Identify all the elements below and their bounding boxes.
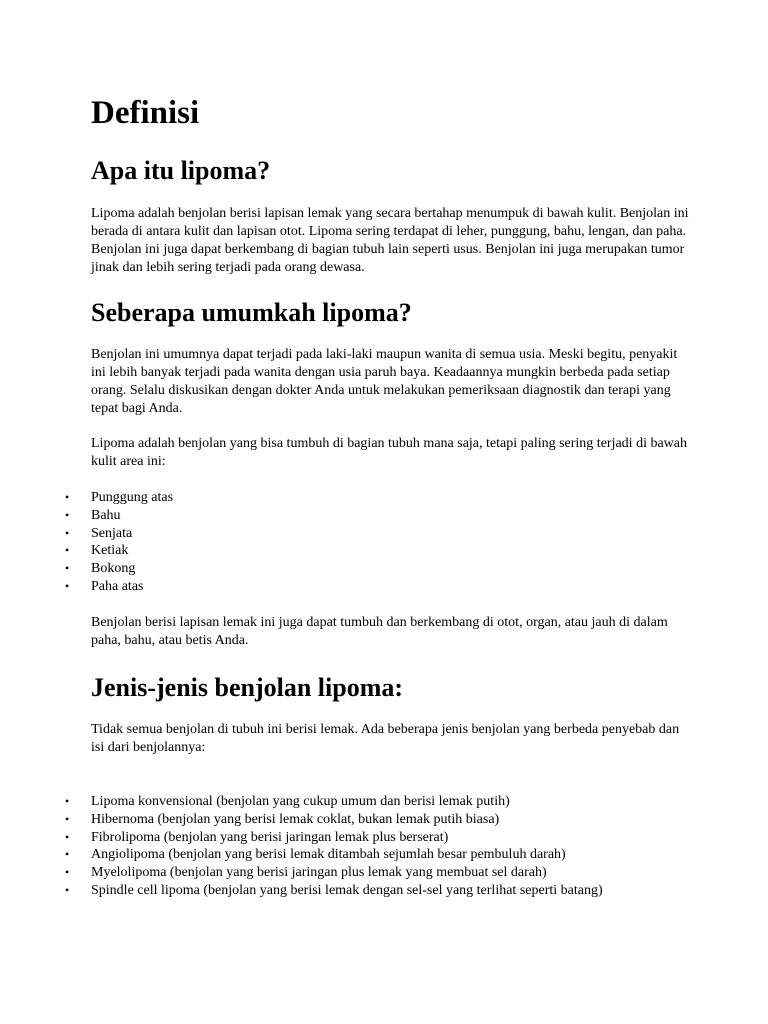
- bullet-icon: •: [65, 811, 70, 826]
- bullet-icon: •: [65, 561, 70, 576]
- paragraph-definition: Lipoma adalah benjolan berisi lapisan lemak yang secara bertahap menumpuk di bawah kulit. Benjolan ini berada di antara kulit dan lapisan otot. Lipoma sering terdapat di leher, punggung, bahu, lengan, dan paha. Benjolan ini juga dapat berkembang di bagian tubuh lain seperti usus. Benjolan ini juga merupakan tumor jinak dan lebih sering terjadi pada orang dewasa.: [91, 206, 689, 275]
- bullet-icon: •: [65, 829, 70, 844]
- paragraph-deep-growth: Benjolan berisi lapisan lemak ini juga dapat tumbuh dan berkembang di otot, organ, atau jauh di dalam paha, bahu, atau betis Anda.: [91, 615, 668, 648]
- paragraph-types-intro: Tidak semua benjolan di tubuh ini berisi lemak. Ada beberapa jenis benjolan yang berbeda penyebab dan isi dari benjolannya:: [91, 722, 680, 755]
- body-area-list: [65, 489, 691, 596]
- paragraph-body-areas-intro: Lipoma adalah benjolan yang bisa tumbuh di bagian tubuh mana saja, tetapi paling sering terjadi di bawah kulit area ini:: [91, 436, 687, 469]
- list-item: • Punggung atas: [65, 490, 174, 505]
- list-item: • Lipoma konvensional (benjolan yang cukup umum dan berisi lemak putih): [65, 794, 510, 809]
- list-item: • Myelolipoma (benjolan yang berisi jaringan plus lemak yang membuat sel darah): [65, 865, 547, 881]
- heading-apa-itu-lipoma: Apa itu lipoma?: [91, 156, 271, 185]
- bullet-icon: •: [65, 490, 70, 504]
- bullet-icon: •: [65, 794, 70, 808]
- list-item: • Hibernoma (benjolan yang berisi lemak coklat, bukan lemak putih biasa): [65, 811, 500, 827]
- list-item: • Fibrolipoma (benjolan yang berisi jaringan lemak plus berserat): [65, 829, 449, 845]
- list-item: • Bahu: [65, 507, 121, 523]
- paragraph-prevalence: Benjolan ini umumnya dapat terjadi pada laki-laki maupun wanita di semua usia. Meski begitu, penyakit ini lebih banyak terjadi pada wanita dengan usia paruh baya. Keadaannya mungkin berbeda pada setiap orang. Selalu diskusikan dengan dokter Anda untuk melakukan pemeriksaan diagnostik dan terapi yang tepat bagi Anda.: [91, 347, 678, 416]
- list-item: • Ketiak: [65, 543, 129, 559]
- list-item: • Senjata: [65, 525, 133, 541]
- heading-jenis-jenis: Jenis-jenis benjolan lipoma:: [91, 673, 404, 702]
- bullet-icon: •: [65, 507, 70, 522]
- bullet-icon: •: [65, 543, 70, 558]
- bullet-icon: •: [65, 865, 70, 880]
- list-item: • Paha atas: [65, 578, 144, 594]
- list-item: • Bokong: [65, 561, 136, 577]
- list-item: • Angiolipoma (benjolan yang berisi lemak ditambah sejumlah besar pembuluh darah): [65, 847, 566, 863]
- lipoma-types-list: [65, 793, 691, 900]
- bullet-icon: •: [65, 882, 70, 897]
- heading-seberapa-umum: Seberapa umumkah lipoma?: [91, 298, 412, 327]
- bullet-icon: •: [65, 525, 70, 540]
- document-title: Definisi: [91, 95, 200, 131]
- bullet-icon: •: [65, 578, 70, 593]
- list-item: • Spindle cell lipoma (benjolan yang berisi lemak dengan sel-sel yang terlihat seperti batang): [65, 882, 603, 898]
- bullet-icon: •: [65, 847, 70, 862]
